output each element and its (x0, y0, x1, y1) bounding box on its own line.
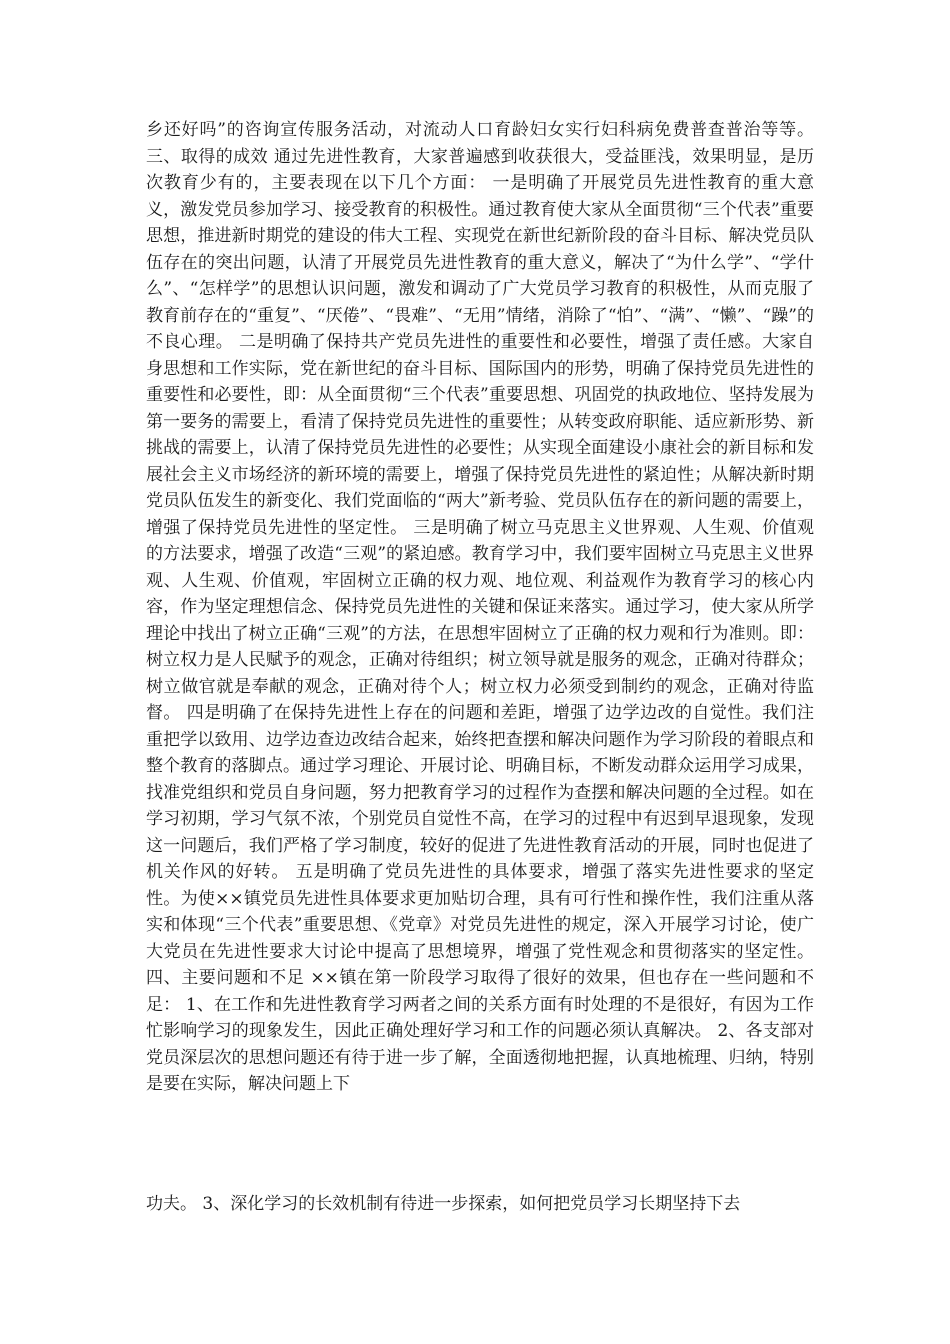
continuation-paragraph: 功夫。 3、深化学习的长效机制有待进一步探索，如何把党员学习长期坚持下去 (146, 1194, 741, 1214)
body-paragraph: 乡还好吗”的咨询宣传服务活动，对流动人口育龄妇女实行妇科病免费普查普治等等。 三、取得的成效 通过先进性教育，大家普遍感到收获很大，受益匪浅，效果明显，是历次教育少有的，主要表现在以下几个方面： 一是明确了开展党员先进性教育的重大意义，激发党员参加学习、接受教育的积极性。通过教育使大家从全面贯彻“三个代表”重要思想，推进新时期党的建设的伟大工程、实现党在新世纪新阶段的奋斗目标、解决党员队伍存在的突出问题，认清了开展党员先进性教育的重大意义，解决了“为什么学”、“学什么”、“怎样学”的思想认识问题，激发和调动了广大党员学习教育的积极性，从而克服了教育前存在的“重复”、“厌倦”、“畏难”、“无用”情绪，消除了“怕”、“满”、“懒”、“躁”的不良心理。 二是明确了保持共产党员先进性的重要性和必要性，增强了责任感。大家自身思想和工作实际，党在新世纪的奋斗目标、国际国内的形势，明确了保持党员先进性的重要性和必要性，即：从全面贯彻“三个代表”重要思想、巩固党的执政地位、坚持发展为第一要务的需要上，看清了保持党员先进性的重要性；从转变政府职能、适应新形势、新挑战的需要上，认清了保持党员先进性的必要性；从实现全面建设小康社会的新目标和发展社会主义市场经济的新环境的需要上，增强了保持党员先进性的紧迫性；从解决新时期党员队伍发生的新变化、我们党面临的“两大”新考验、党员队伍存在的新问题的需要上，增强了保持党员先进性的坚定性。 三是明确了树立马克思主义世界观、人生观、价值观的方法要求，增强了改造“三观”的紧迫感。教育学习中，我们要牢固树立马克思主义世界观、人生观、价值观，牢固树立正确的权力观、地位观、利益观作为教育学习的核心内容，作为坚定理想信念、保持党员先进性的关键和保证来落实。通过学习，使大家从所学理论中找出了树立正确“三观”的方法，在思想牢固树立了正确的权力观和行为准则。即：树立权力是人民赋予的观念，正确对待组织；树立领导就是服务的观念，正确对待群众；树立做官就是奉献的观念，正确对待个人；树立权力必须受到制约的观念，正确对待监督。 四是明确了在保持先进性上存在的问题和差距，增强了边学边改的自觉性。我们注重把学以致用、边学边查边改结合起来，始终把查摆和解决问题作为学习阶段的着眼点和整个教育的落脚点。通过学习理论、开展讨论、明确目标，不断发动群众运用学习成果，找准党组织和党员自身问题，努力把教育学习的过程作为查摆和解决问题的全过程。如在学习初期，学习气氛不浓，个别党员自觉性不高，在学习的过程中有迟到早退现象，发现这一问题后，我们严格了学习制度，较好的促进了先进性教育活动的开展，同时也促进了机关作风的好转。 五是明确了党员先进性的具体要求，增强了落实先进性要求的坚定性。为使××镇党员先进性具体要求更加贴切合理，具有可行性和操作性，我们注重从落实和体现“三个代表”重要思想、《党章》对党员先进性的规定，深入开展学习讨论，使广大党员在先进性要求大讨论中提高了思想境界，增强了党性观念和贯彻落实的坚定性。 四、主要问题和不足 ××镇在第一阶段学习取得了很好的效果，但也存在一些问题和不足： 1、在工作和先进性教育学习两者之间的关系方面有时处理的不是很好，有因为工作忙影响学习的现象发生，因此正确处理好学习和工作的问题必须认真解决。 2、各支部对党员深层次的思想问题还有待于进一步了解，全面透彻地把握，认真地梳理、归纳，特别是要在实际，解决问题上下 (146, 120, 814, 1094)
